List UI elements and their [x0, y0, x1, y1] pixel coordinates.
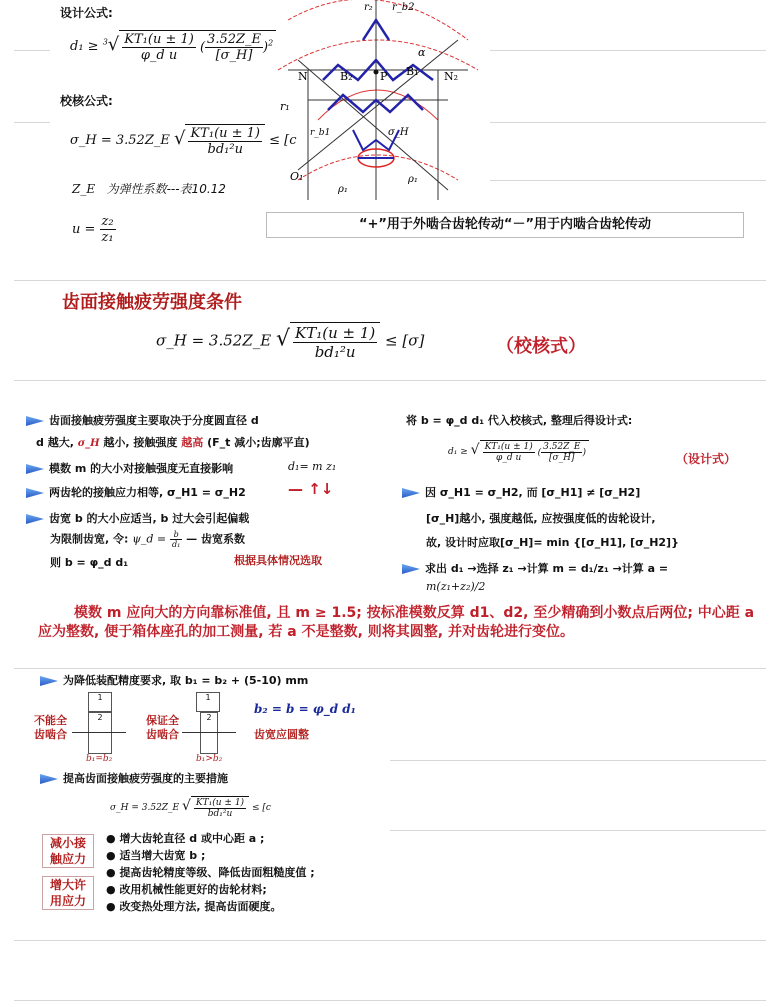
- item-text: d 越大,: [36, 436, 74, 449]
- list-item: [40, 672, 308, 688]
- label-p: P: [380, 70, 388, 83]
- label-rb2: r_b2: [392, 2, 415, 13]
- list-item: [402, 560, 668, 576]
- list-item: [40, 770, 228, 786]
- item-text: 提高齿面接触疲劳强度的主要措施: [63, 772, 228, 785]
- rule-line: [390, 830, 766, 831]
- item-text: 齿宽 b 的大小应适当, b 过大会引起偏载: [49, 512, 250, 525]
- list-item-cont: [36, 434, 310, 450]
- ze-note: [72, 180, 226, 197]
- axis-line: [72, 732, 126, 733]
- list-item: [26, 412, 259, 428]
- updown-mark: — ↑↓: [288, 480, 334, 498]
- rule-line: [14, 280, 766, 281]
- contact-strength-formula: σ_H = 3.52Z_E √ $\frac{\text{KT₁(u ± 1)}}{\text{bd₁²u}}$ ≤ [σ]: [156, 324, 425, 361]
- item-text: 因 σ_H1 = σ_H2, 而 [σ_H1] ≠ [σ_H2]: [425, 486, 641, 499]
- sqrt-body: $\frac{\text{KT₁(u ± 1)}}{\text{φ\_d u}}$ ( $\frac{3.52Z\_E}{[\sigma\_H]}$ )$^2$: [119, 30, 276, 63]
- ze-symbol: Z_E: [72, 182, 96, 196]
- rule-line: [490, 122, 766, 123]
- formula-lhs: σ_H = 3.52Z_E: [110, 803, 180, 813]
- sqrt-body: [290, 322, 380, 361]
- sigma-symbol: σ_H: [77, 438, 100, 449]
- check-formula: σ_H = 3.52Z_E √ $\frac{\text{KT₁(u ± 1)}}{\text{bd₁²u}}$ ≤ [c: [70, 126, 297, 157]
- label-rb1: r_b1: [310, 128, 331, 138]
- rule-line: [14, 940, 766, 941]
- formula-rhs: ≤ [c: [251, 803, 271, 813]
- fraction: $\frac{\text{KT₁(u ± 1)}}{\text{bd₁²u}}$: [295, 324, 376, 361]
- label-rho1: ρ₁: [338, 184, 348, 195]
- formula-lhs: d₁ ≥: [70, 39, 99, 54]
- module-red-note: 模数 m 应向大的方向靠标准值, 且 m ≥ 1.5; 按标准模数反算 d1、d2, 至少精确到小数点后两位; 中心距 a 应为整数, 便于箱体座孔的加工测量, 若 a 不是整数, 则将其圆整, 并对齿轮进行变位。: [38, 605, 755, 640]
- label-n: N: [298, 70, 308, 83]
- rule-line: [14, 668, 766, 669]
- item-text: 为降低装配精度要求, 取 b₁ = b₂ + (5-10) mm: [63, 674, 309, 687]
- check-formula-label: 校核公式:: [60, 94, 113, 108]
- section-title: 齿面接触疲劳强度条件: [62, 292, 242, 313]
- mid-tag: 保证全 齿啮合: [146, 714, 179, 741]
- design-formula-label: 设计公式:: [60, 6, 113, 20]
- item-text: 模数 m 的大小对接触强度无直接影响: [49, 462, 234, 475]
- root-index: 3: [102, 37, 108, 47]
- arrow-icon: [402, 488, 420, 498]
- list-item-cont: 则 b = φ_d d₁: [50, 556, 129, 569]
- measure-item: ● 增大齿轮直径 d 或中心距 a ;: [106, 832, 265, 845]
- formula-rhs: ≤ [σ]: [385, 331, 425, 350]
- gear-box-2: 2: [88, 712, 112, 754]
- rule-line: [14, 380, 766, 381]
- eq-mid: b₁>b₂: [196, 754, 223, 764]
- measure-item: ● 改变热处理方法, 提高齿面硬度。: [106, 900, 282, 913]
- measure-item: ● 改用机械性能更好的齿轮材料;: [106, 883, 267, 896]
- gear-box-1: 1: [196, 692, 220, 712]
- fraction: $\frac{3.52Z\_E}{[\sigma\_H]}$: [543, 442, 581, 463]
- fraction: $\frac{\text{z₂}}{\text{z₁}}$: [101, 214, 114, 245]
- label-o1: O₁: [290, 170, 304, 183]
- arrow-icon: [26, 488, 44, 498]
- arrow-icon: [40, 774, 58, 784]
- label-r1: r₁: [280, 100, 290, 113]
- arrow-icon: [40, 676, 58, 686]
- list-item: [26, 460, 233, 476]
- blue-eq: b₂ = b = φ_d d₁: [254, 702, 356, 716]
- sqrt-body: $\frac{\text{KT₁(u ± 1)}}{\text{φ\_d u}}$ ( $\frac{3.52Z\_E}{[\sigma\_H]}$ ): [480, 440, 589, 463]
- sqrt-body: [191, 796, 249, 819]
- left-tag: 不能全 齿啮合: [34, 714, 67, 741]
- gear-box-2: 2: [200, 712, 218, 754]
- rule-line: [14, 50, 50, 51]
- label-alpha: α: [418, 46, 426, 59]
- u-lhs: u =: [72, 222, 96, 237]
- item-text: 两齿轮的接触应力相等, σ_H1 = σ_H2: [49, 486, 246, 499]
- d1-eq: d₁= m z₁: [288, 460, 337, 473]
- fraction: $\frac{\text{KT₁(u ± 1)}}{\text{bd₁²u}}$: [195, 798, 245, 819]
- label-b2: B₂: [340, 70, 353, 83]
- rule-line: [390, 760, 766, 761]
- arrow-icon: [26, 416, 44, 426]
- formula-lhs: σ_H = 3.52Z_E: [156, 331, 272, 350]
- design-tag: （设计式）: [676, 452, 737, 466]
- u-formula: [72, 214, 116, 245]
- axis-line: [182, 732, 236, 733]
- item-text: 越小, 接触强度: [103, 436, 178, 449]
- arrow-icon: [402, 564, 420, 574]
- check-tag: （校核式）: [496, 336, 586, 357]
- list-item-cont: [50, 530, 245, 549]
- fraction: $\frac{\text{KT₁(u ± 1)}}{\text{bd₁²u}}$: [190, 126, 261, 157]
- gear-box-1: 1: [88, 692, 112, 712]
- list-item-cont: m(z₁+z₂)/2: [426, 580, 486, 593]
- choose-note: 根据具体情况选取: [234, 554, 322, 567]
- list-item: [26, 510, 249, 526]
- ze-note-text: 为弹性系数---表10.12: [106, 182, 226, 196]
- label-rho1-b: ρ₁: [408, 174, 418, 185]
- label-b1: B₁: [406, 65, 419, 78]
- eq-left: b₁=b₂: [86, 754, 113, 764]
- measure-item: ● 适当增大齿宽 b ;: [106, 849, 206, 862]
- fraction: $\frac{\text{KT₁(u ± 1)}}{\text{φ\_d u}}$: [484, 442, 533, 463]
- measures-list: [106, 830, 315, 915]
- formula-lhs: d₁ ≥: [448, 447, 468, 457]
- rule-line: [490, 180, 766, 181]
- item-text: 为限制齿宽, 令:: [50, 532, 129, 546]
- item-text: 齿面接触疲劳强度主要取决于分度圆直径 d: [49, 414, 259, 427]
- fraction: $\frac{\text{KT₁(u ± 1)}}{\text{φ\_d u}}$: [124, 32, 194, 63]
- list-item: [402, 484, 640, 500]
- label-sigma-h: σ_H: [388, 127, 409, 138]
- gear-mesh-diagram: [268, 0, 484, 205]
- label-r2: r₂: [364, 2, 373, 13]
- list-item-cont: 故, 设计时应取[σ_H]= min {[σ_H1], [σ_H2]}: [426, 536, 679, 549]
- item-text: 求出 d₁ →选择 z₁ →计算 m = d₁/z₁ →计算 a =: [425, 562, 669, 575]
- list-item: [26, 484, 246, 500]
- item-text: — 齿宽系数: [186, 532, 246, 546]
- rule-line: [14, 122, 50, 123]
- fraction: $\frac{b}{\text{d₁}}$: [172, 530, 181, 549]
- measure-item: ● 提高齿轮精度等级、降低齿面粗糙度值 ;: [106, 866, 315, 879]
- sqrt-body: [185, 124, 265, 157]
- item-text: (F_t 减小;齿廓平直): [207, 436, 310, 449]
- list-item-cont: [σ_H]越小, 强度越低, 应按强度低的齿轮设计,: [426, 512, 656, 525]
- highlight-text: 越高: [181, 436, 204, 449]
- psi-symbol: ψ_d =: [132, 532, 167, 546]
- tag-reduce-stress: 减小接 触应力: [42, 834, 94, 868]
- design-intro: 将 b = φ_d d₁ 代入校核式, 整理后得设计式:: [406, 414, 633, 427]
- tag-increase-allowable: 增大许 用应力: [42, 876, 94, 910]
- arrow-icon: [26, 514, 44, 524]
- fraction: $\frac{3.52Z\_E}{[\sigma\_H]}$: [207, 32, 262, 63]
- rule-line: [490, 50, 766, 51]
- formula-rhs: ≤ [c: [269, 133, 297, 148]
- round-note: 齿宽应圆整: [254, 728, 309, 741]
- measures-formula: σ_H = 3.52Z_E √ $\frac{\text{KT₁(u ± 1)}}{\text{bd₁²u}}$ ≤ [c: [110, 798, 271, 819]
- formula-lhs: σ_H = 3.52Z_E: [70, 133, 170, 148]
- rule-line: [14, 1000, 766, 1001]
- label-n2: N₂: [444, 70, 459, 83]
- plus-minus-note: “+”用于外啮合齿轮传动“－”用于内啮合齿轮传动: [266, 212, 744, 238]
- design-formula: d₁ ≥ $^3$√ $\frac{\text{KT₁(u ± 1)}}{\text{φ\_d u}}$ ( $\frac{3.52Z\_E}{[\sigma\_H]}$ )$^2$: [70, 30, 276, 63]
- arrow-icon: [26, 464, 44, 474]
- design-formula-small: d₁ ≥ √ $\frac{\text{KT₁(u ± 1)}}{\text{φ\_d u}}$ ( $\frac{3.52Z\_E}{[\sigma\_H]}$ ): [448, 440, 589, 463]
